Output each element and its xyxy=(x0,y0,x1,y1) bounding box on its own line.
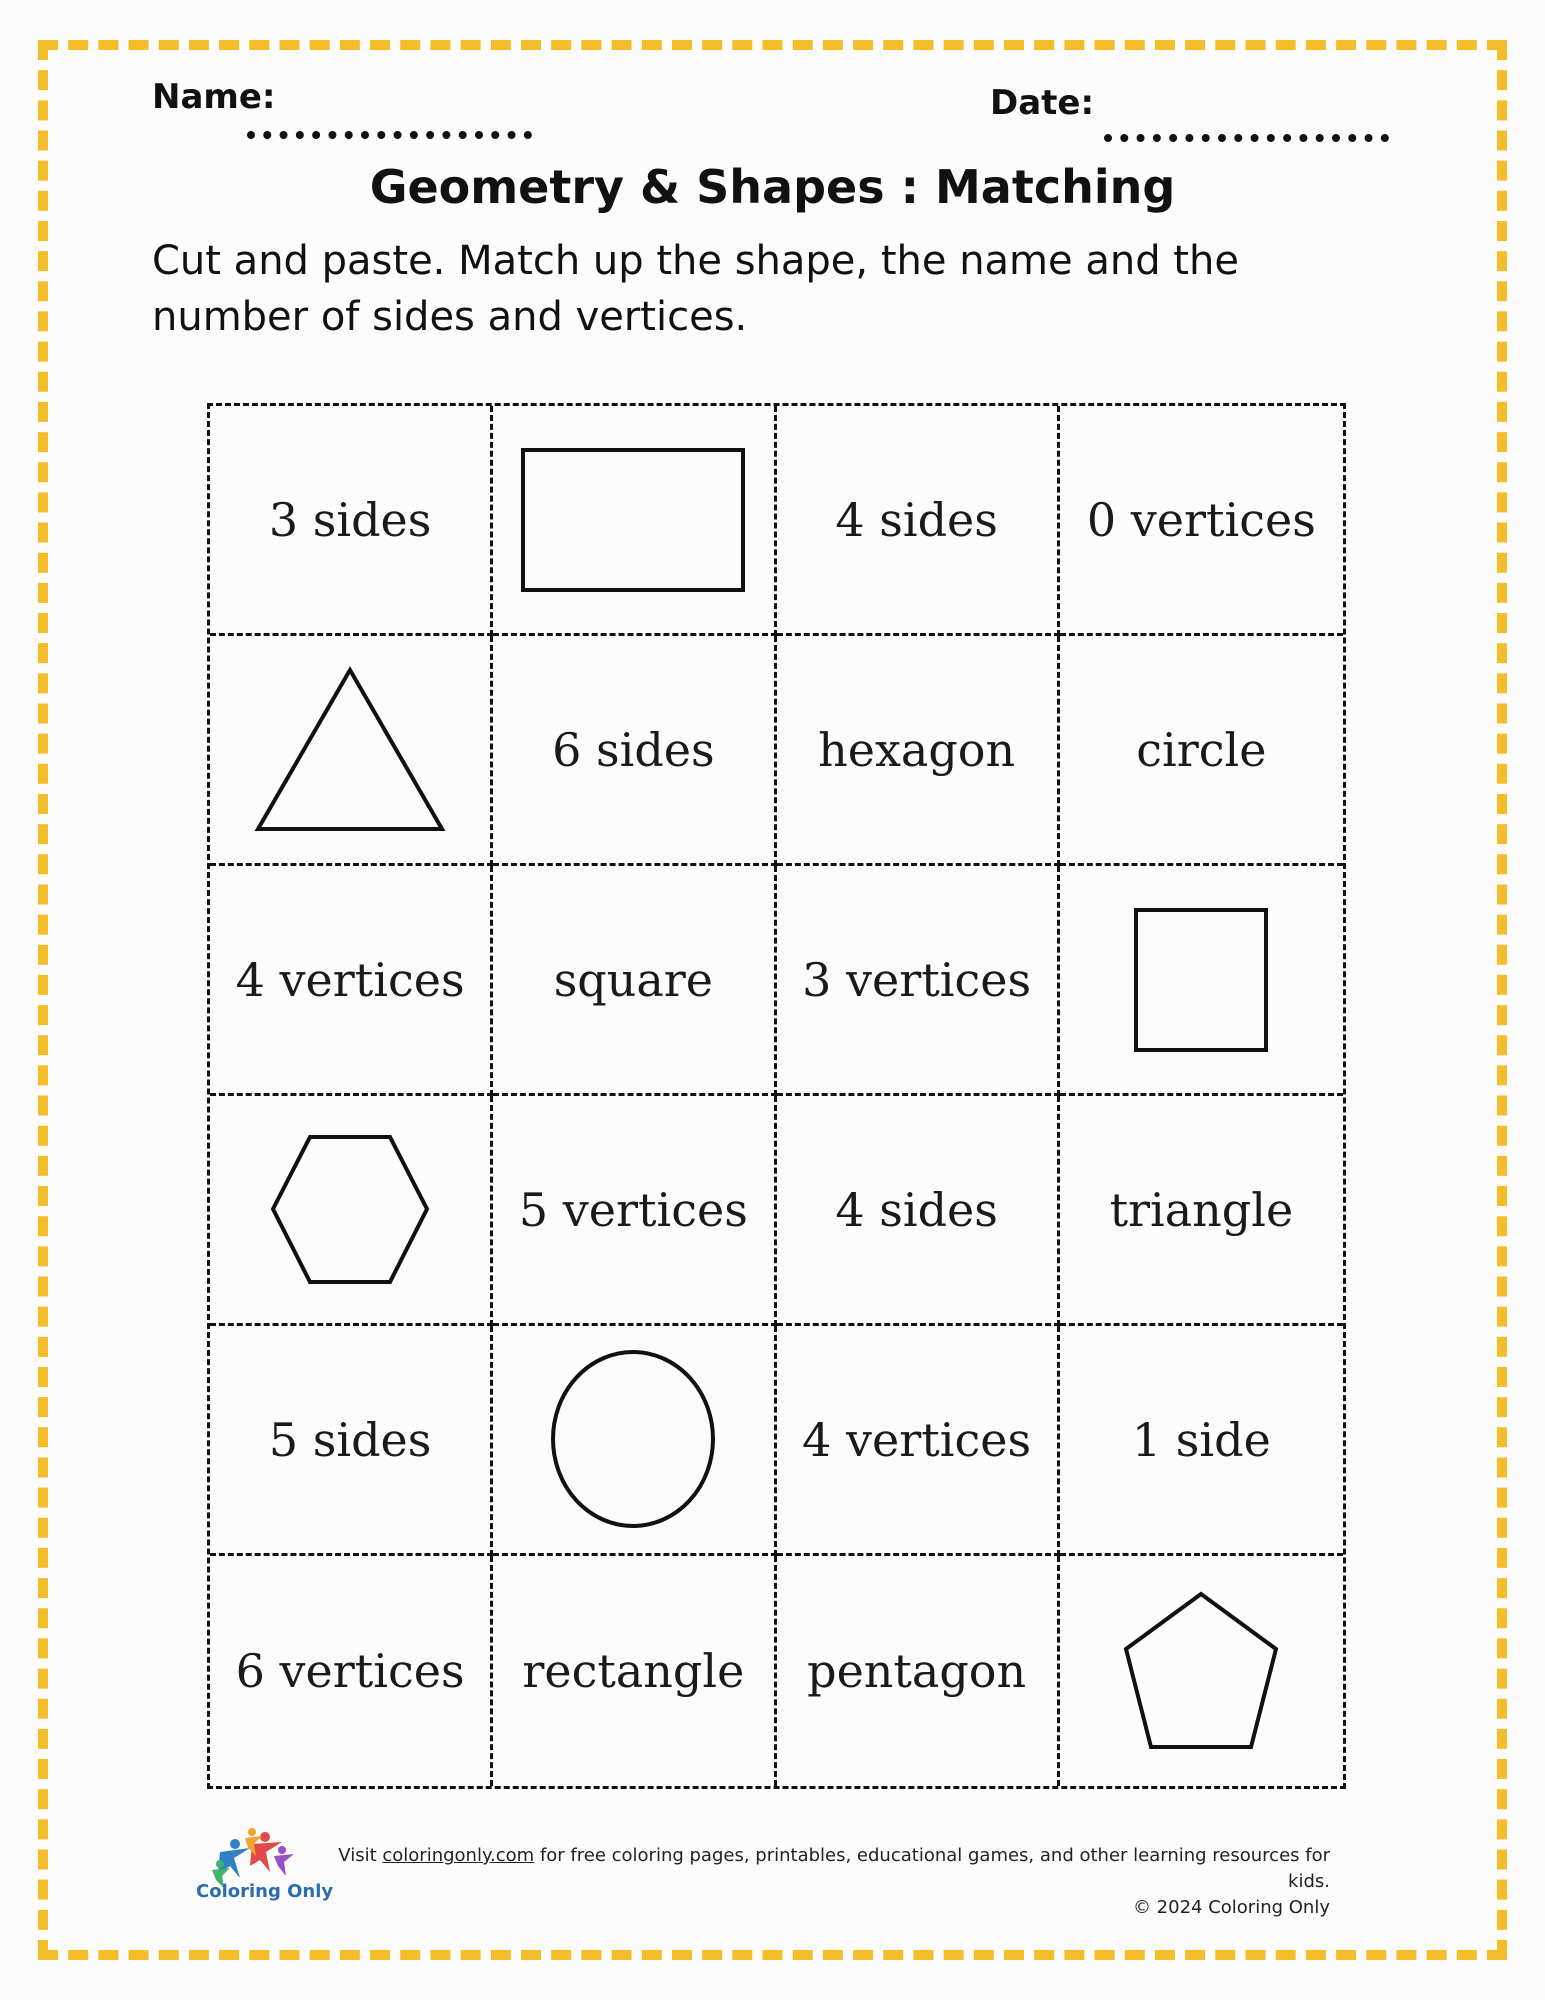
worksheet-title: Geometry & Shapes : Matching xyxy=(369,160,1176,214)
cut-card-text[interactable] xyxy=(210,406,493,636)
cut-card-text[interactable] xyxy=(777,1326,1060,1556)
logo-text: Coloring Only xyxy=(196,1881,334,1902)
cut-card-text[interactable] xyxy=(777,1096,1060,1326)
name-label: Name: xyxy=(152,77,276,117)
date-field-line[interactable] xyxy=(1104,134,1389,142)
cut-card-text[interactable] xyxy=(493,1556,776,1786)
footer-credit xyxy=(330,1843,1330,1921)
card-label: square xyxy=(553,952,714,1007)
footer-visit-prefix: Visit xyxy=(338,1845,383,1866)
card-label: 4 vertices xyxy=(802,1412,1032,1467)
instructions-text: Cut and paste. Match up the shape, the name and the number of sides and vertices. xyxy=(152,238,1239,340)
name-field-line[interactable] xyxy=(247,131,532,139)
matching-grid xyxy=(207,403,1346,1789)
cut-card-shape[interactable] xyxy=(493,406,776,636)
card-label: 3 vertices xyxy=(802,952,1032,1007)
cut-card-text[interactable] xyxy=(1060,1096,1343,1326)
cut-card-text[interactable] xyxy=(777,866,1060,1096)
cut-card-text[interactable] xyxy=(210,1326,493,1556)
cut-card-text[interactable] xyxy=(1060,1326,1343,1556)
card-label: circle xyxy=(1136,722,1267,777)
card-label: 4 sides xyxy=(835,492,998,547)
footer-copyright: © 2024 Coloring Only xyxy=(1132,1897,1330,1918)
card-label: 4 sides xyxy=(835,1182,998,1237)
cut-card-text[interactable] xyxy=(777,636,1060,866)
card-label: 6 vertices xyxy=(235,1644,465,1698)
rectangle-icon xyxy=(518,445,748,595)
cut-card-text[interactable] xyxy=(210,1556,493,1786)
cut-card-text[interactable] xyxy=(493,1096,776,1326)
cut-card-shape[interactable] xyxy=(493,1326,776,1556)
circle-icon xyxy=(548,1347,718,1532)
footer-visit-line xyxy=(330,1843,1330,1895)
card-label: 6 sides xyxy=(552,722,715,777)
cut-card-shape[interactable] xyxy=(210,1096,493,1326)
card-label: 0 vertices xyxy=(1086,492,1316,547)
card-label: 4 vertices xyxy=(235,952,465,1007)
triangle-icon xyxy=(250,665,450,835)
card-label: hexagon xyxy=(818,722,1016,777)
cut-card-shape[interactable] xyxy=(1060,1556,1343,1786)
card-label: 5 sides xyxy=(268,1412,432,1467)
cut-card-text[interactable] xyxy=(1060,406,1343,636)
date-label: Date: xyxy=(990,83,1095,123)
card-label: pentagon xyxy=(807,1644,1027,1698)
card-label: triangle xyxy=(1109,1182,1294,1237)
cut-card-text[interactable] xyxy=(493,636,776,866)
card-label: 3 sides xyxy=(268,492,432,547)
cut-card-text[interactable] xyxy=(493,866,776,1096)
cut-card-shape[interactable] xyxy=(210,636,493,866)
coloringonly-link[interactable]: coloringonly.com xyxy=(382,1845,535,1866)
cut-card-text[interactable] xyxy=(777,406,1060,636)
card-label: 5 vertices xyxy=(518,1182,748,1237)
footer-visit-suffix: for free coloring pages, printables, educational games, and other learning resources for kids. xyxy=(534,1845,1330,1892)
hexagon-icon xyxy=(265,1132,435,1287)
square-icon xyxy=(1131,905,1271,1055)
cut-card-text[interactable] xyxy=(1060,636,1343,866)
cut-card-text[interactable] xyxy=(210,866,493,1096)
card-label: rectangle xyxy=(522,1644,745,1698)
pentagon-icon xyxy=(1121,1589,1281,1754)
cut-card-text[interactable] xyxy=(777,1556,1060,1786)
card-label: 1 side xyxy=(1131,1412,1271,1467)
cut-card-shape[interactable] xyxy=(1060,866,1343,1096)
